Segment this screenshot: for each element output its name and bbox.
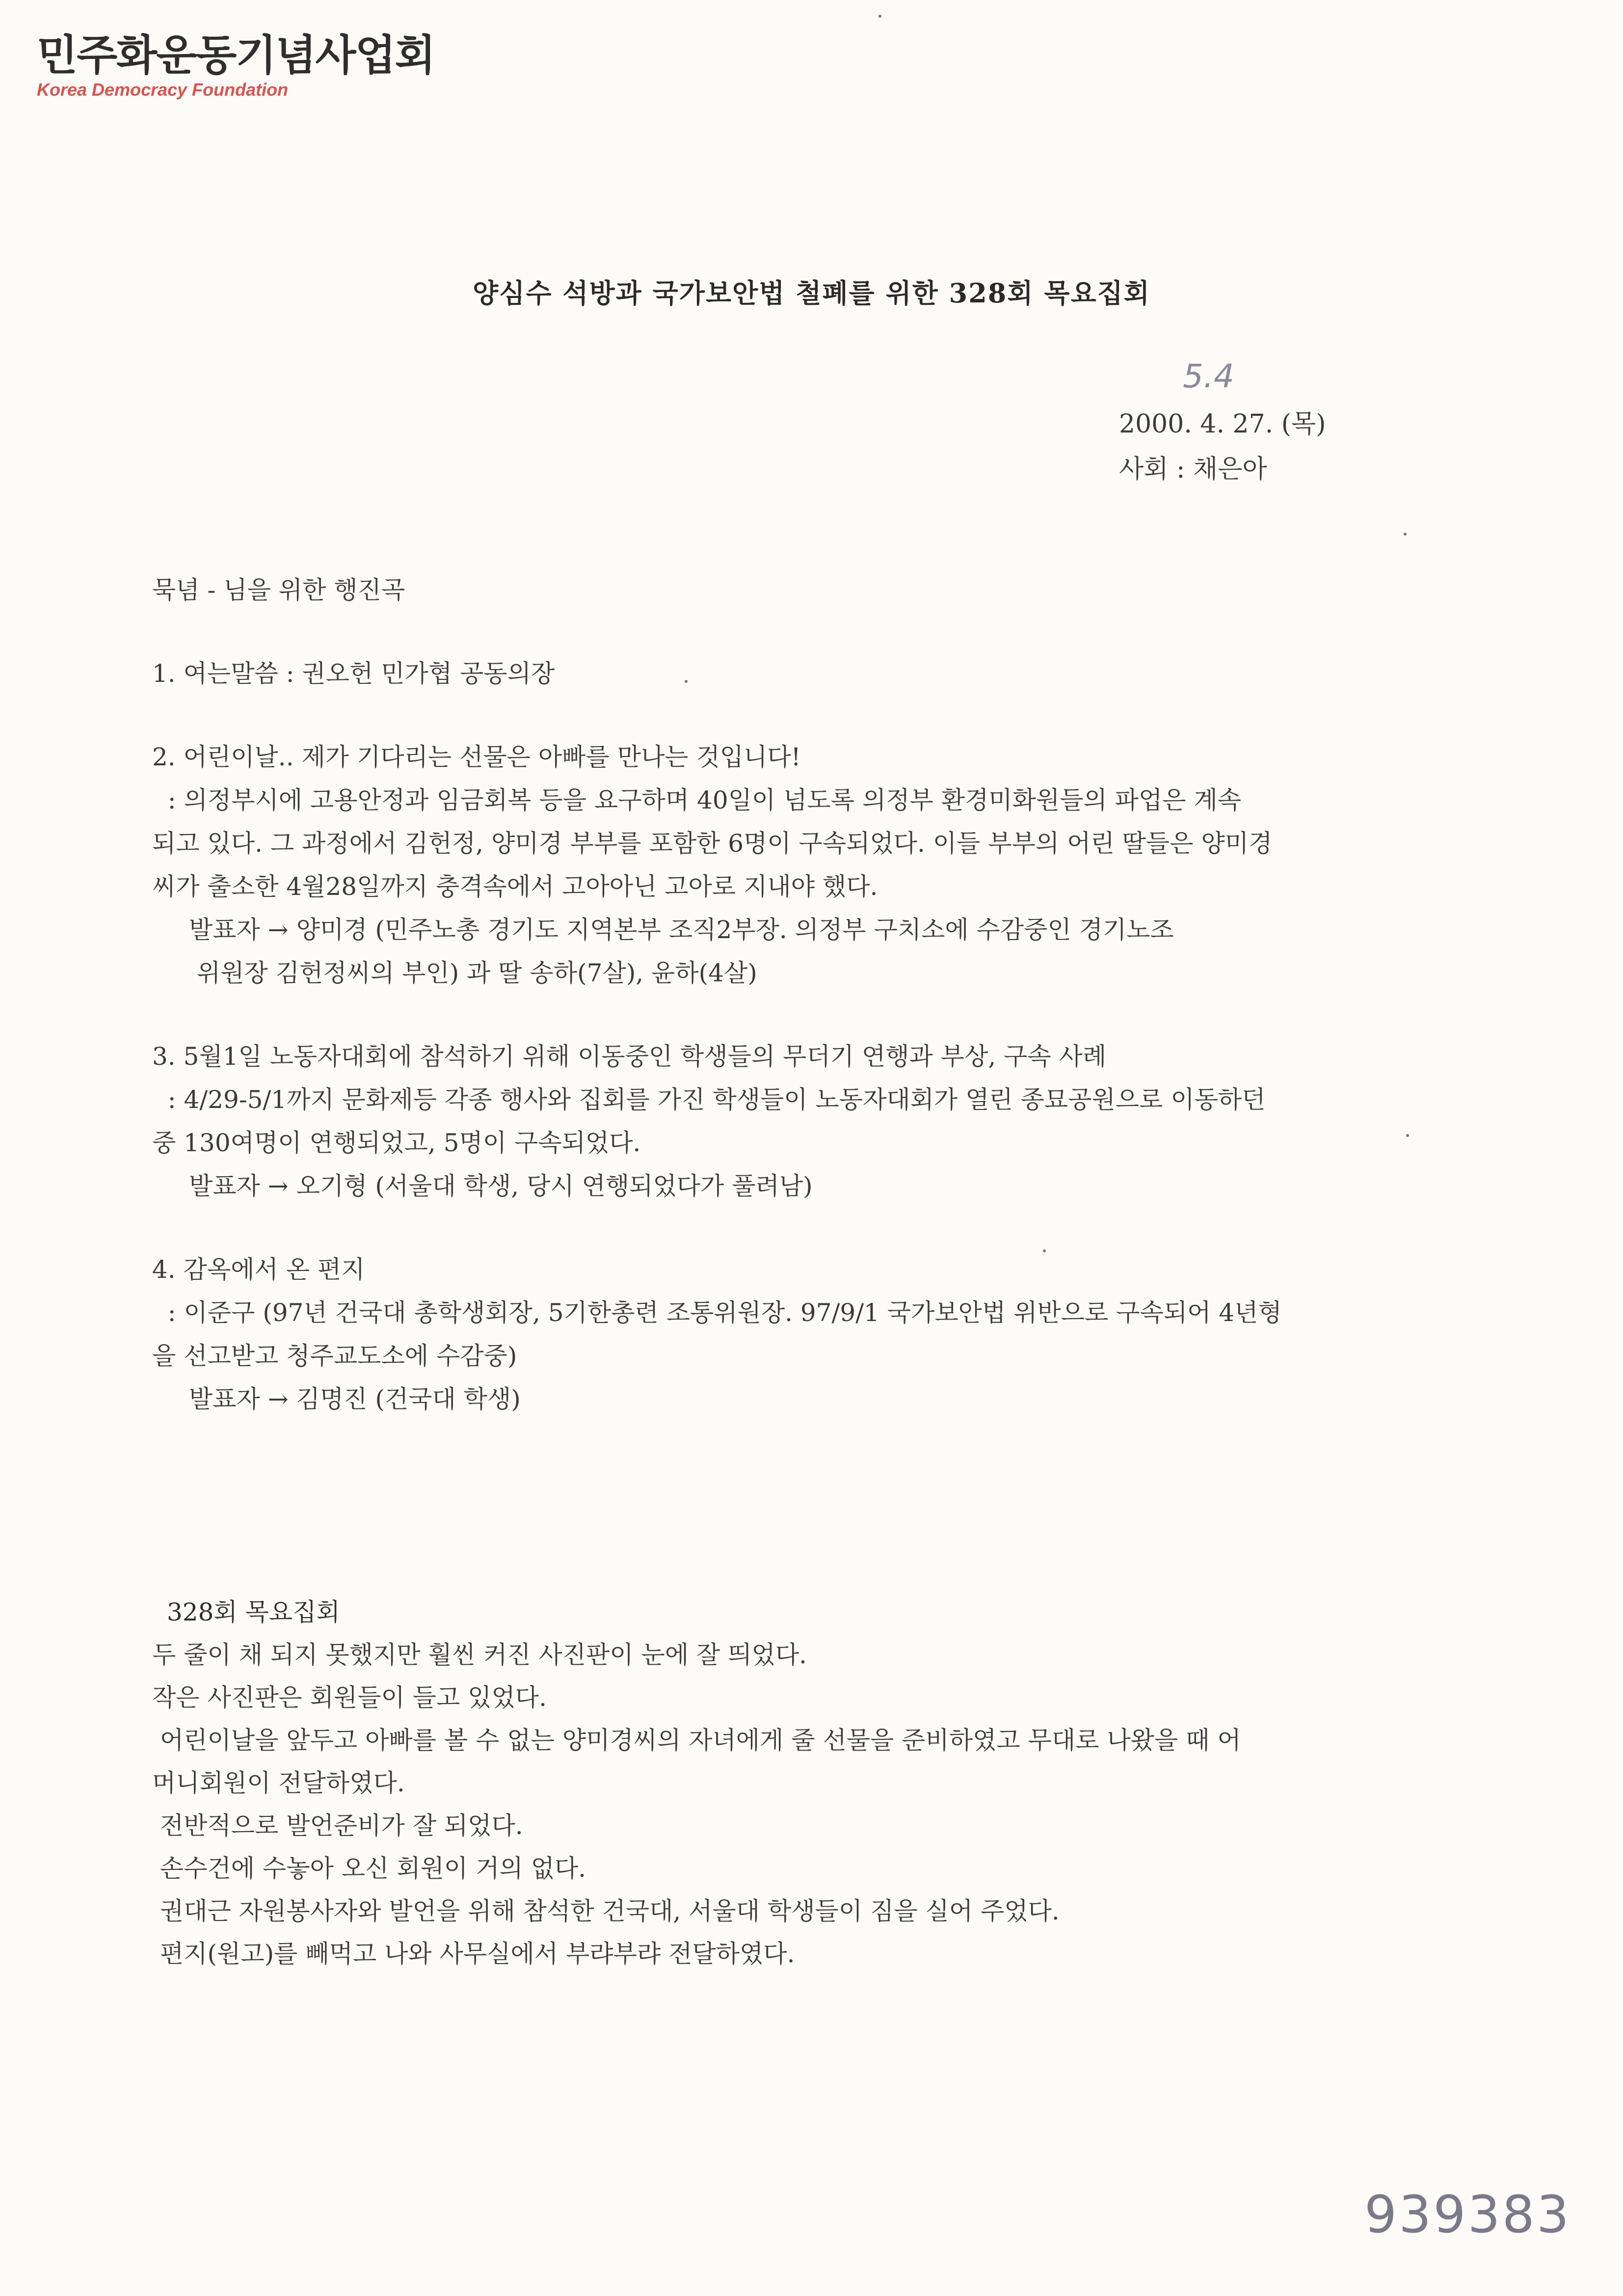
item-2-desc-line: : 의정부시에 고용안정과 임금회복 등을 요구하며 40일이 넘도록 의정부 환경미화원들의 파업은 계속 [152, 786, 1242, 814]
host-line: 사회 : 채은아 [1119, 455, 1267, 484]
item-2-speaker-line: 위원장 김헌정씨의 부인) 과 딸 송하(7살), 윤하(4살) [189, 959, 757, 987]
notes-line: 어린이날을 앞두고 아빠를 볼 수 없는 양미경씨의 자녀에게 줄 선물을 준비하였고 무대로 나왔을 때 어 [152, 1726, 1241, 1755]
item-3-heading: 3. 5월1일 노동자대회에 참석하기 위해 이동중인 학생들의 무더기 연행과 부상, 구속 사례 [152, 1042, 1107, 1071]
notes-line: 전반적으로 발언준비가 잘 되었다. [152, 1811, 523, 1840]
logo-korean-text: 민주화운동기념사업회 [37, 31, 435, 80]
scan-speck [685, 680, 688, 683]
handwritten-date-correction: 5.4 [1183, 357, 1234, 395]
notes-title: 328회 목요집회 [167, 1598, 340, 1626]
notes-line: 작은 사진판은 회원들이 들고 있었다. [152, 1683, 547, 1712]
document-title: 양심수 석방과 국가보안법 철폐를 위한 328회 목요집회 [473, 277, 1150, 309]
item-4-desc-line: : 이준구 (97년 건국대 총학생회장, 5기한총련 조통위원장. 97/9/1 국가보안법 위반으로 구속되어 4년형 [152, 1298, 1282, 1327]
item-2-speaker-line: 발표자 → 양미경 (민주노총 경기도 지역본부 조직2부장. 의정부 구치소에 수감중인 경기노조 [189, 916, 1174, 944]
item-3-desc-line: : 4/29-5/1까지 문화제등 각종 행사와 집회를 가진 학생들이 노동자대회가 열린 종묘공원으로 이동하던 [152, 1085, 1266, 1114]
item-3-desc-line: 중 130여명이 연행되었고, 5명이 구속되었다. [152, 1129, 641, 1157]
meeting-notes [152, 1591, 1512, 1975]
item-1: 1. 여는말씀 : 권오헌 민가협 공동의장 [152, 659, 555, 688]
item-2-desc-line: 씨가 출소한 4월28일까지 충격속에서 고아아닌 고아로 지내야 했다. [152, 872, 878, 901]
handwritten-document-number: 939383 [1364, 2185, 1571, 2244]
item-3-speaker-line: 발표자 → 오기형 (서울대 학생, 당시 연행되었다가 풀려남) [189, 1172, 813, 1200]
foundation-logo [37, 31, 435, 100]
notes-line: 권대근 자원봉사자와 발언을 위해 참석한 건국대, 서울대 학생들이 짐을 실어 주었다. [152, 1897, 1060, 1925]
logo-english-text: Korea Democracy Foundation [37, 80, 289, 100]
opening-line: 묵념 - 님을 위한 행진곡 [152, 576, 405, 604]
scan-speck [878, 15, 881, 18]
notes-line: 손수건에 수놓아 오신 회원이 거의 없다. [152, 1854, 586, 1883]
item-2-desc-line: 되고 있다. 그 과정에서 김헌정, 양미경 부부를 포함한 6명이 구속되었다. 이들 부부의 어린 딸들은 양미경 [152, 829, 1273, 858]
notes-line: 두 줄이 채 되지 못했지만 훨씬 커진 사진판이 눈에 잘 띄었다. [152, 1641, 807, 1669]
date-block [1119, 402, 1326, 492]
item-4-desc-line: 을 선고받고 청주교도소에 수감중) [152, 1342, 517, 1370]
scan-speck [1406, 1134, 1409, 1137]
item-4-heading: 4. 감옥에서 온 편지 [152, 1255, 365, 1284]
scan-speck [1043, 1249, 1046, 1252]
notes-line: 머니회원이 전달하였다. [152, 1769, 405, 1797]
item-4-speaker-line: 발표자 → 김명진 (건국대 학생) [189, 1385, 521, 1413]
meeting-date: 2000. 4. 27. (목) [1119, 409, 1326, 439]
notes-line: 편지(원고)를 빼먹고 나와 사무실에서 부랴부랴 전달하였다. [152, 1940, 795, 1968]
program-body [152, 568, 1512, 1421]
scan-speck [1404, 533, 1407, 536]
item-2-heading: 2. 어린이날.. 제가 기다리는 선물은 아빠를 만나는 것입니다! [152, 743, 801, 771]
